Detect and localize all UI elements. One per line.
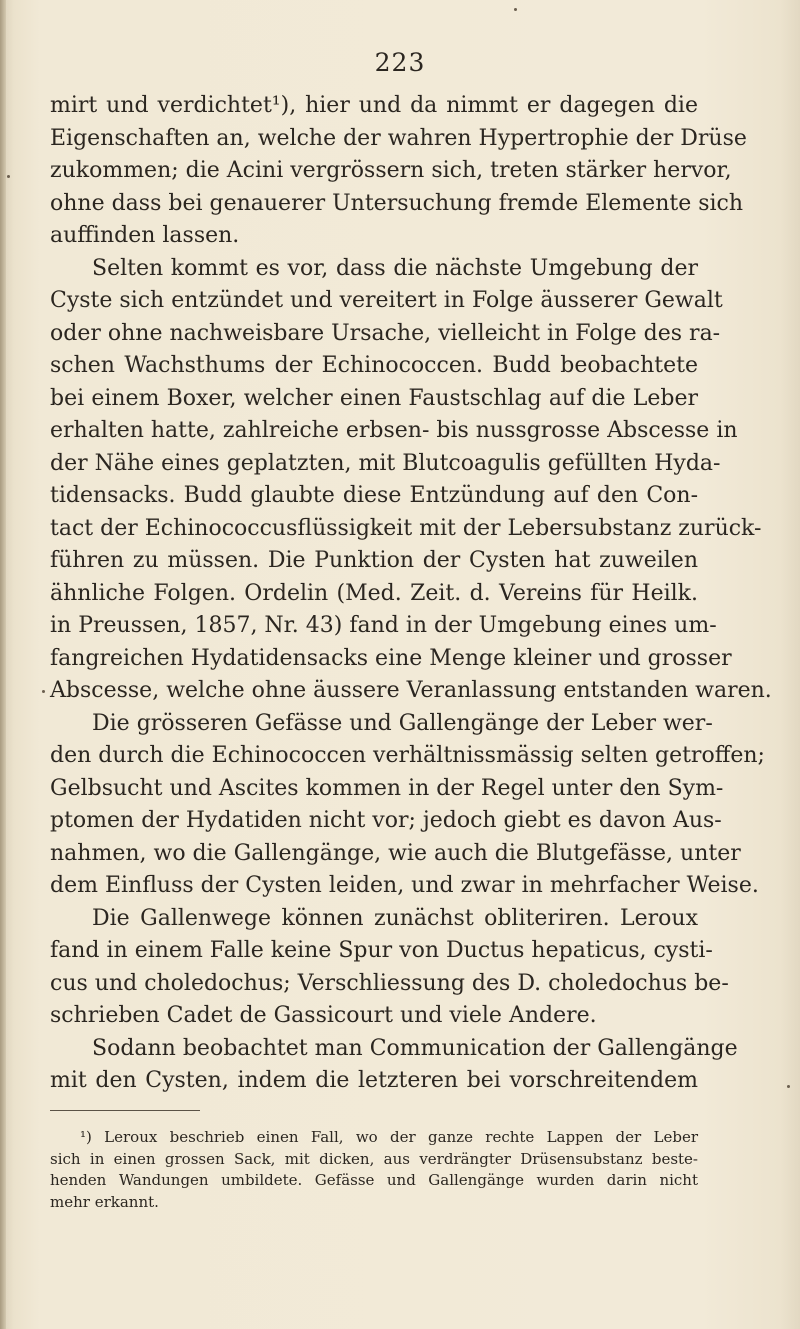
page-number: 223 (374, 48, 426, 77)
text-line: tidensacks. Budd glaubte diese Entzündung auf den Con- (50, 483, 698, 508)
text-line: erhalten hatte, zahlreiche erbsen- bis nussgrosse Abscesse in (50, 418, 738, 443)
page-spine-shadow (0, 0, 6, 1329)
text-line: oder ohne nachweisbare Ursache, vielleicht in Folge des ra- (50, 320, 721, 346)
footnote-line: henden Wandungen umbildete. Gefässe und Gallengänge wurden darin nicht (50, 1171, 698, 1189)
text-line: Die Gallenwege können zunächst obliteriren. Leroux (92, 905, 698, 931)
paper-speck (514, 8, 517, 11)
footnote-divider (50, 1110, 200, 1111)
text-line: den durch die Echinococcen verhältnissmässig selten getroffen; (50, 743, 765, 768)
text-line: ohne dass bei genauerer Untersuchung fremde Elemente sich (50, 190, 744, 216)
text-line: mirt und verdichtet¹), hier und da nimmt er dagegen die (50, 93, 698, 118)
text-line: nahmen, wo die Gallengänge, wie auch die Blutgefässe, unter (50, 840, 741, 866)
text-line: mit den Cysten, indem die letzteren bei vorschreitendem (50, 1068, 698, 1093)
text-line: fangreichen Hydatidensacks eine Menge kleiner und grosser (50, 645, 732, 671)
text-line: führen zu müssen. Die Punktion der Cysten hat zuweilen (50, 548, 698, 573)
text-line: Eigenschaften an, welche der wahren Hypertrophie der Drüse (50, 125, 747, 151)
text-line: dem Einfluss der Cysten leiden, und zwar in mehrfacher Weise. (50, 873, 759, 898)
body-text (50, 90, 772, 1098)
text-line: schen Wachsthums der Echinococcen. Budd beobachtete (50, 353, 698, 378)
footnote-line: ¹) Leroux beschrieb einen Fall, wo der ganze rechte Lappen der Leber (80, 1128, 698, 1146)
text-line: tact der Echinococcusflüssigkeit mit der Lebersubstanz zurück- (50, 515, 762, 541)
text-line: fand in einem Falle keine Spur von Ductus hepaticus, cysti- (50, 938, 713, 963)
text-line: zukommen; die Acini vergrössern sich, treten stärker hervor, (50, 158, 732, 183)
text-line: ähnliche Folgen. Ordelin (Med. Zeit. d. Vereins für Heilk. (50, 580, 698, 606)
text-line: schrieben Cadet de Gassicourt und viele Andere. (50, 1003, 597, 1028)
paper-speck (7, 175, 10, 178)
text-line: Cyste sich entzündet und vereitert in Folge äusserer Gewalt (50, 288, 723, 313)
text-line: der Nähe eines geplatzten, mit Blutcoagulis gefüllten Hyda- (50, 450, 721, 476)
text-line: auffinden lassen. (50, 223, 240, 248)
footnote-line: mehr erkannt. (50, 1192, 159, 1211)
text-line: cus und choledochus; Verschliessung des D. choledochus be- (50, 970, 729, 996)
text-line: Selten kommt es vor, dass die nächste Umgebung der (92, 255, 698, 281)
paper-speck (787, 1085, 790, 1088)
text-line: ptomen der Hydatiden nicht vor; jedoch giebt es davon Aus- (50, 808, 722, 833)
footnote (50, 1127, 698, 1213)
footnote-line: sich in einen grossen Sack, mit dicken, aus verdrängter Drüsensubstanz beste- (50, 1149, 698, 1168)
text-line: Sodann beobachtet man Communication der Gallengänge (92, 1035, 738, 1061)
text-line: Gelbsucht und Ascites kommen in der Regel unter den Sym- (50, 775, 724, 801)
text-line: bei einem Boxer, welcher einen Faustschlag auf die Leber (50, 385, 698, 411)
paper-speck (42, 690, 45, 693)
text-line: in Preussen, 1857, Nr. 43) fand in der Umgebung eines um- (50, 613, 717, 638)
text-line: Die grösseren Gefässe und Gallengänge der Leber wer- (92, 710, 713, 736)
text-line: Abscesse, welche ohne äussere Veranlassung entstanden waren. (50, 678, 772, 703)
